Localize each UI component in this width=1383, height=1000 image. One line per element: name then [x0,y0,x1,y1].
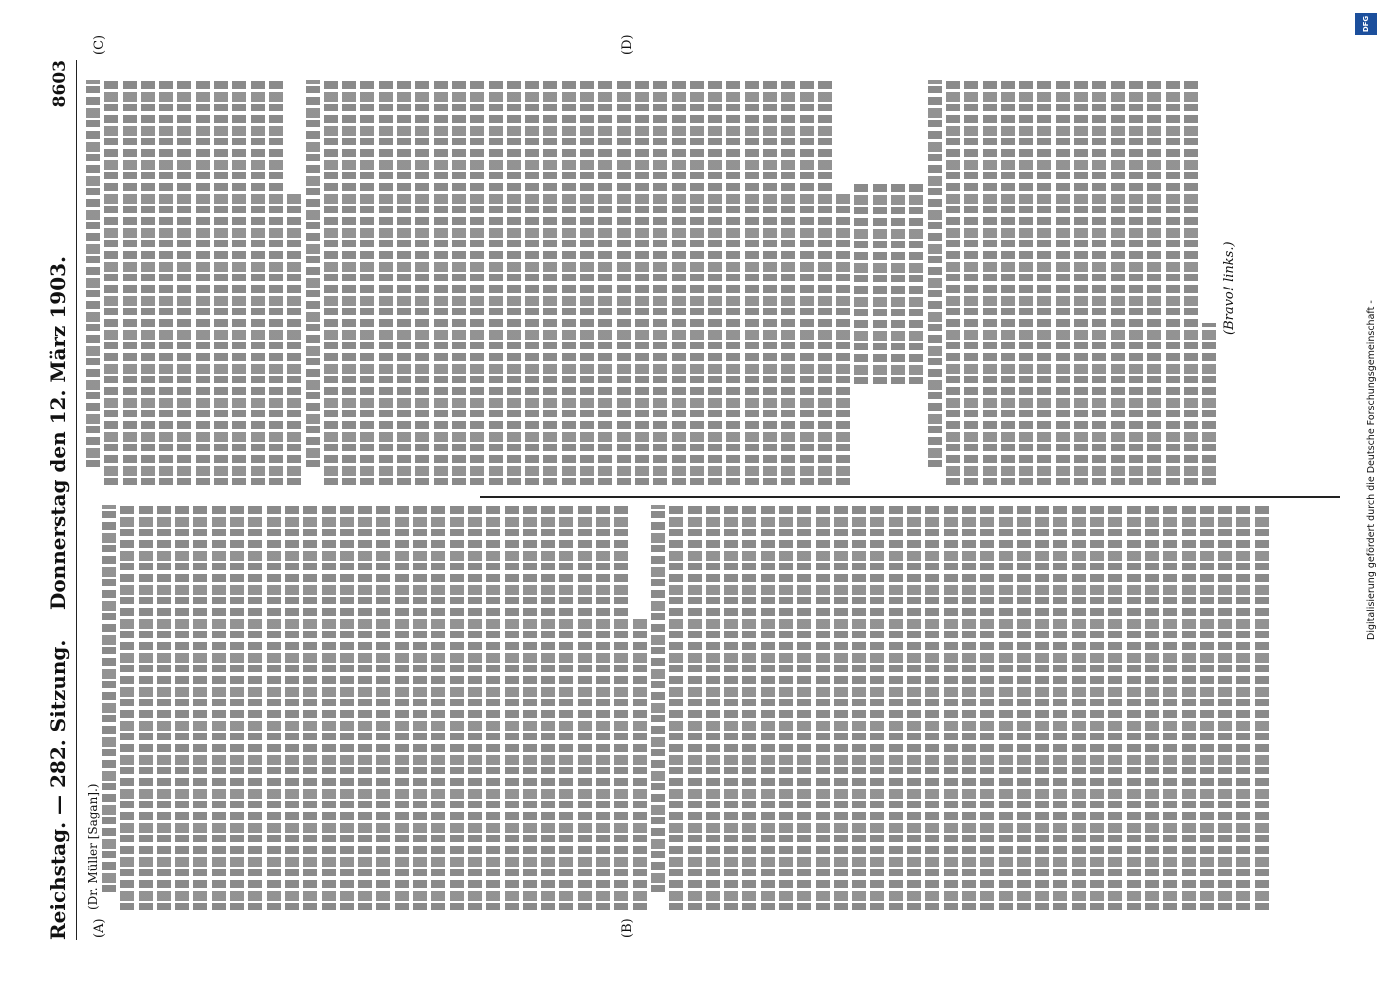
column-divider [480,496,1340,498]
header-left: Reichstag. — 282. Sitzung. [46,639,70,940]
dfg-logo: DFG [1355,13,1377,35]
right-text-column [86,80,1326,485]
margin-marker-a: (A) [92,918,107,938]
margin-marker-b: (B) [620,918,635,938]
right-body-text [86,80,1216,485]
digitization-credit: Digitalisierung gefördert durch die Deutsche Forschungsgemeinschaft - [1366,300,1377,640]
left-text-column [86,505,1326,910]
margin-marker-d: (D) [620,34,635,55]
closing-remark: (Bravo! links.) [1222,241,1238,335]
speaker-label: (Dr. Müller [Sagan].) [86,783,100,910]
page-header [36,60,77,940]
margin-marker-c: (C) [92,34,107,55]
header-date: Donnerstag den 12. März 1903. [46,256,70,610]
left-body-text [102,505,1269,910]
page-number: 8603 [50,60,70,108]
